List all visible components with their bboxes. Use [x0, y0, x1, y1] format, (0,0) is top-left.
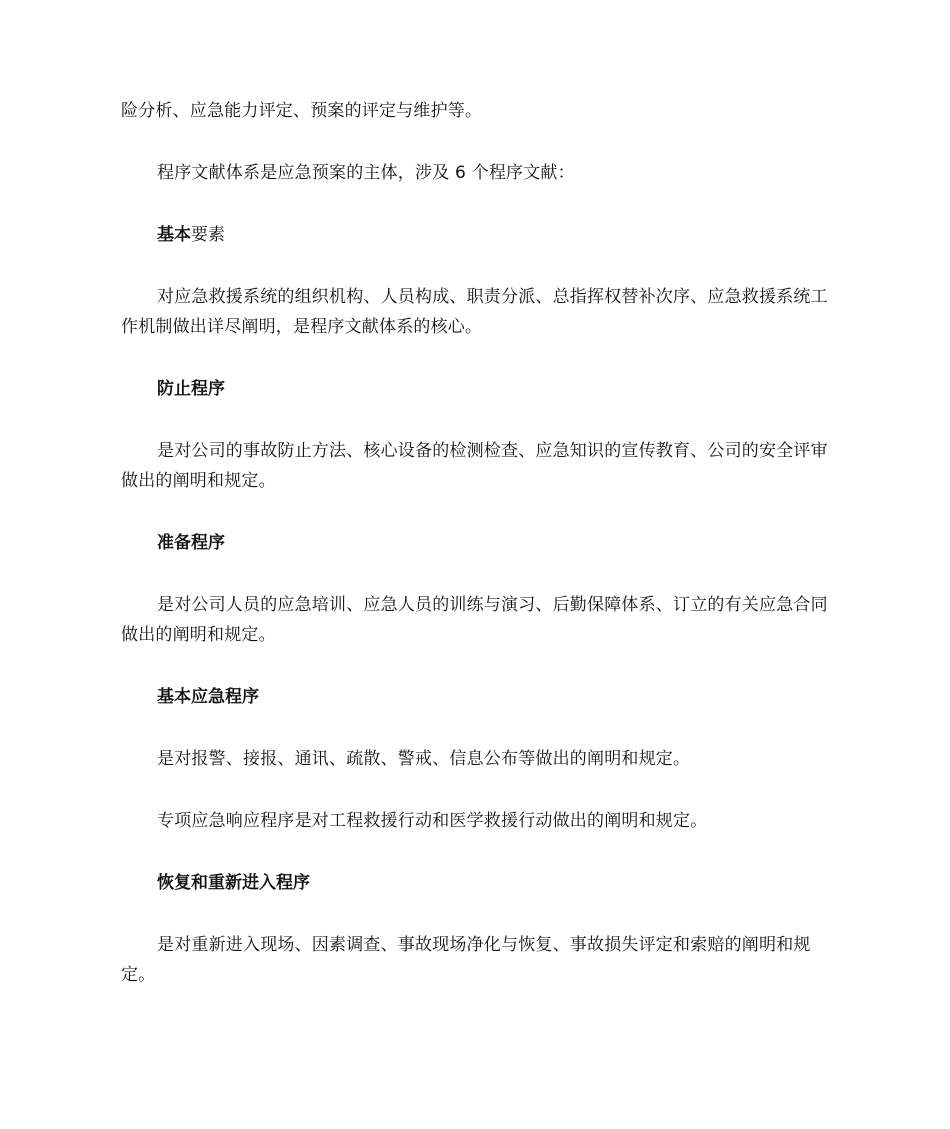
heading-normal-part: 要素	[191, 225, 225, 245]
section-heading-prevention: 防止程序	[157, 379, 225, 399]
section-heading-basic-response: 基本应急程序	[157, 687, 259, 707]
section-body-prevention: 是对公司的事故防止方法、核心设备的检测检查、应急知识的宣传教育、公司的安全评审做出的阐明和规定。	[121, 441, 828, 491]
intro-paragraph: 程序文献体系是应急预案的主体，涉及 6 个程序文献：	[157, 163, 575, 183]
section-heading-recovery: 恢复和重新进入程序	[157, 873, 310, 893]
heading-bold-part: 基本	[157, 225, 191, 245]
section-body-special-response: 专项应急响应程序是对工程救援行动和医学救援行动做出的阐明和规定。	[157, 811, 708, 831]
section-body-preparation: 是对公司人员的应急培训、应急人员的训练与演习、后勤保障体系、订立的有关应急合同做出的阐明和规定。	[121, 595, 828, 645]
section-body-recovery: 是对重新进入现场、因素调查、事故现场净化与恢复、事故损失评定和索赔的阐明和规定。	[121, 935, 811, 985]
section-body-basic-elements: 对应急救援系统的组织机构、人员构成、职责分派、总指挥权替补次序、应急救援系统工作机制做出详尽阐明，是程序文献体系的核心。	[121, 287, 828, 337]
continuation-paragraph: 险分析、应急能力评定、预案的评定与维护等。	[121, 101, 483, 121]
section-body-basic-response: 是对报警、接报、通讯、疏散、警戒、信息公布等做出的阐明和规定。	[157, 749, 691, 769]
section-heading-basic-elements	[121, 220, 829, 250]
document-body	[121, 96, 829, 990]
section-heading-preparation: 准备程序	[157, 533, 225, 553]
